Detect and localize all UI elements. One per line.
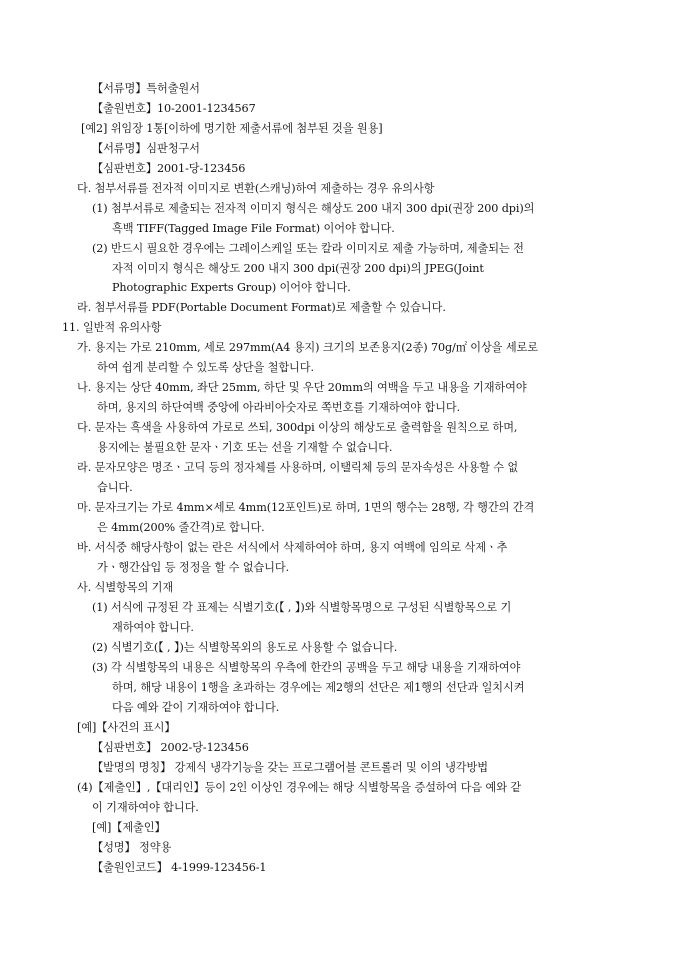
text-line: 【출원번호】10-2001-1234567	[92, 102, 256, 115]
text-line: (3) 각 식별항목의 내용은 식별항목의 우측에 한칸의 공백을 두고 해당 내용을 기재하여야	[92, 661, 521, 674]
text-line: 【심판번호】2001-당-123456	[92, 162, 246, 175]
text-line: 이 기재하여야 합니다.	[92, 801, 199, 814]
text-line: 가ㆍ행간삽입 등 정정을 할 수 없습니다.	[97, 561, 290, 574]
text-line: 【서류명】특허출원서	[92, 82, 200, 95]
text-line: 바. 서식중 해당사항이 없는 란은 서식에서 삭제하여야 하며, 용지 여백에 임의로 삭제ㆍ추	[77, 541, 508, 554]
text-line: [예]【사건의 표시】	[77, 721, 176, 734]
text-line: 【발명의 명칭】 강제식 냉각기능을 갖는 프로그램어블 콘트롤러 및 이의 냉각방법	[92, 761, 488, 774]
text-line: 라. 첨부서류를 PDF(Portable Document Format)로 제출할 수 있습니다.	[77, 301, 446, 314]
text-line: 용지에는 불필요한 문자ㆍ기호 또는 선을 기재할 수 없습니다.	[97, 441, 393, 454]
text-line: 가. 용지는 가로 210mm, 세로 297mm(A4 용지) 크기의 보존용지(2종) 70g/㎡ 이상을 세로로	[77, 341, 538, 354]
text-line: 다. 첨부서류를 전자적 이미지로 변환(스캐닝)하여 제출하는 경우 유의사항	[77, 182, 435, 195]
text-line: 하여 쉽게 분리할 수 있도록 상단을 철합니다.	[97, 361, 314, 374]
text-line: 【심판번호】 2002-당-123456	[92, 741, 249, 754]
text-line: 흑백 TIFF(Tagged Image File Format) 이어야 합니다.	[112, 222, 395, 235]
text-line: [예2] 위임장 1통[이하에 명기한 제출서류에 첨부된 것을 원용]	[81, 122, 383, 135]
text-line: (4)【제출인】,【대리인】등이 2인 이상인 경우에는 해당 식별항목을 증설하여 다음 예와 같	[77, 781, 522, 794]
text-line: 【성명】 정약용	[92, 841, 172, 854]
text-line: [예]【제출인】	[92, 821, 166, 834]
text-line: 재하여야 합니다.	[112, 621, 194, 634]
text-line: 사. 식별항목의 기재	[77, 581, 174, 594]
text-line: Photographic Experts Group) 이어야 합니다.	[112, 281, 351, 294]
text-line: 나. 용지는 상단 40mm, 좌단 25mm, 하단 및 우단 20mm의 여백을 두고 내용을 기재하여야	[77, 381, 527, 394]
text-line: 라. 문자모양은 명조ㆍ고딕 등의 정자체를 사용하며, 이탤릭체 등의 문자속성은 사용할 수 없	[77, 461, 519, 474]
section-heading: 11. 일반적 유의사항	[62, 321, 162, 334]
text-line: 습니다.	[97, 481, 133, 494]
text-line: (1) 첨부서류로 제출되는 전자적 이미지 형식은 해상도 200 내지 300 dpi(권장 200 dpi)의	[92, 202, 535, 215]
text-line: 【서류명】심판청구서	[92, 142, 200, 155]
text-line: 마. 문자크기는 가로 4mm×세로 4mm(12포인트)로 하며, 1면의 행수는 28행, 각 행간의 간격	[77, 501, 535, 514]
text-line: (1) 서식에 규정된 각 표제는 식별기호(【 , 】)와 식별항목명으로 구성된 식별항목으로 기	[92, 601, 512, 614]
text-line: 하며, 해당 내용이 1행을 초과하는 경우에는 제2행의 선단은 제1행의 선단과 일치시켜	[112, 681, 525, 694]
text-line: 다음 예와 같이 기재하여야 합니다.	[112, 701, 280, 714]
text-line: 다. 문자는 흑색을 사용하여 가로로 쓰되, 300dpi 이상의 해상도로 출력함을 원칙으로 하며,	[77, 421, 518, 434]
text-line: (2) 식별기호(【 , 】)는 식별항목외의 용도로 사용할 수 없습니다.	[92, 641, 398, 654]
text-line: 은 4mm(200% 줄간격)로 합니다.	[97, 521, 265, 534]
text-line: 하며, 용지의 하단여백 중앙에 아라비아숫자로 쪽번호를 기재하여야 합니다.	[97, 401, 461, 414]
text-line: 【출원인코드】 4-1999-123456-1	[92, 861, 267, 874]
text-line: (2) 반드시 필요한 경우에는 그레이스케일 또는 칼라 이미지로 제출 가능하며, 제출되는 전	[92, 242, 524, 255]
text-line: 자적 이미지 형식은 해상도 200 내지 300 dpi(권장 200 dpi)의 JPEG(Joint	[112, 262, 484, 275]
